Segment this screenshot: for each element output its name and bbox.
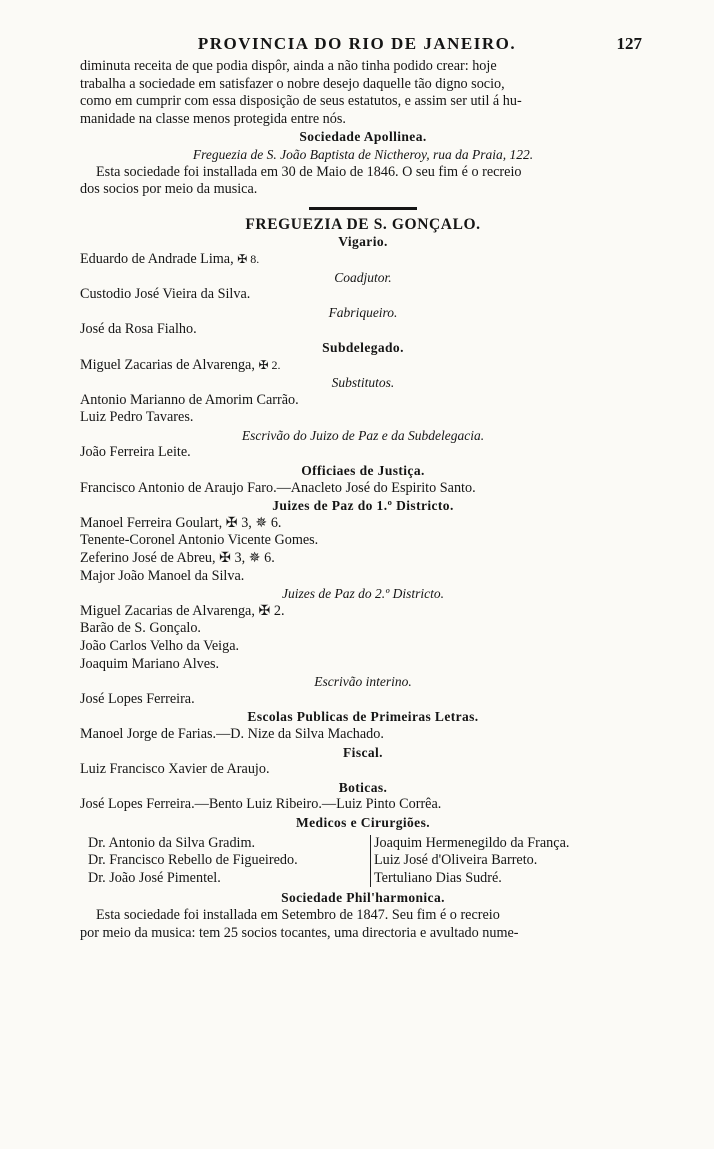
- order-cross-icon: ✠ 2.: [258, 357, 281, 372]
- list-item: Miguel Zacarias de Alvarenga, ✠ 2.: [80, 602, 285, 619]
- text-line: trabalha a sociedade em satisfazer o nobre desejo daquelle tão digno socio,: [80, 75, 505, 92]
- list-item: Major João Manoel da Silva.: [80, 567, 245, 584]
- text-line: por meio da musica: tem 25 socios tocantes, uma directoria e avultado nume-: [80, 924, 519, 941]
- text-line: dos socios por meio da musica.: [80, 181, 258, 198]
- boticas-line: José Lopes Ferreira.—Bento Luiz Ribeiro.—Luiz Pinto Corrêa.: [80, 796, 442, 813]
- list-item: Dr. Francisco Rebello de Figueiredo.: [88, 852, 298, 869]
- medicos-columns: [80, 835, 646, 888]
- text-line: como em cumprir com essa disposição de seus estatutos, e assim ser util á hu-: [80, 93, 522, 110]
- list-item: Luiz Pedro Tavares.: [80, 409, 194, 426]
- page-content: [80, 58, 646, 942]
- escrivao-name: João Ferreira Leite.: [80, 444, 191, 461]
- section-heading-apollinea: Sociedade Apollinea.: [299, 129, 427, 145]
- list-item: Tertuliano Dias Sudré.: [374, 869, 502, 886]
- escrivao-interino-name: José Lopes Ferreira.: [80, 690, 195, 707]
- text-line: manidade na classe menos protegida entre nós.: [80, 110, 346, 127]
- list-item: Dr. Antonio da Silva Gradim.: [88, 834, 256, 851]
- heading-subdelegado: Subdelegado.: [322, 339, 404, 355]
- apollinea-address: Freguezia de S. João Baptista de Nictheroy, rua da Praia, 122.: [192, 146, 534, 162]
- medicos-left-column: [88, 835, 370, 888]
- heading-substitutos: Substitutos.: [331, 375, 395, 391]
- list-item: Barão de S. Gonçalo.: [80, 620, 201, 637]
- heading-philharmonica: Sociedade Phil'harmonica.: [281, 890, 445, 906]
- heading-fabriqueiro: Fabriqueiro.: [328, 304, 398, 320]
- list-item: Luiz José d'Oliveira Barreto.: [374, 852, 538, 869]
- list-item: Joaquim Mariano Alves.: [80, 655, 220, 672]
- list-item: Joaquim Hermenegildo da França.: [374, 834, 570, 851]
- list-item: Dr. João José Pimentel.: [88, 869, 221, 886]
- heading-juizes-2: Juizes de Paz do 2.º Districto.: [281, 586, 445, 602]
- officiaes-line: Francisco Antonio de Araujo Faro.—Anacleto José do Espirito Santo.: [80, 479, 476, 496]
- intro-paragraph: [80, 58, 646, 128]
- freguezia-heading: FREGUEZIA DE S. GONÇALO.: [245, 215, 481, 233]
- list-item: Antonio Marianno de Amorim Carrão.: [80, 391, 299, 408]
- text-line: Esta sociedade foi installada em Setembro de 1847. Seu fim é o recreio: [96, 906, 500, 923]
- list-item: João Carlos Velho da Veiga.: [80, 638, 240, 654]
- subdelegado-name: Miguel Zacarias de Alvarenga,: [80, 356, 255, 373]
- text-line: Esta sociedade foi installada em 30 de Maio de 1846. O seu fim é o recreio: [96, 163, 522, 180]
- heading-escolas: Escolas Publicas de Primeiras Letras.: [247, 709, 479, 725]
- subdelegado-entry: [80, 357, 646, 375]
- heading-boticas: Boticas.: [338, 779, 388, 795]
- section-divider: [309, 207, 417, 210]
- escolas-line: Manoel Jorge de Farias.—D. Nize da Silva Machado.: [80, 725, 384, 742]
- vigario-entry: [80, 251, 646, 269]
- heading-escrivao-interino: Escrivão interino.: [314, 674, 412, 690]
- heading-officiaes: Officiaes de Justiça.: [301, 463, 425, 479]
- heading-medicos: Medicos e Cirurgiões.: [296, 814, 430, 830]
- fiscal-name: Luiz Francisco Xavier de Araujo.: [80, 761, 270, 778]
- list-item: Zeferino José de Abreu, ✠ 3, ✵ 6.: [80, 550, 275, 567]
- page-number: 127: [616, 34, 642, 53]
- running-title: PROVINCIA DO RIO DE JANEIRO.: [197, 34, 517, 53]
- list-item: Manoel Ferreira Goulart, ✠ 3, ✵ 6.: [80, 514, 282, 531]
- heading-vigario: Vigario.: [338, 234, 388, 250]
- heading-fiscal: Fiscal.: [343, 744, 383, 760]
- running-header: [0, 34, 714, 58]
- text-line: diminuta receita de que podia dispôr, ainda a não tinha podido crear: hoje: [80, 58, 497, 74]
- heading-juizes-1: Juizes de Paz do 1.º Districto.: [272, 498, 454, 514]
- vigario-name: Eduardo de Andrade Lima,: [80, 250, 234, 267]
- heading-coadjutor: Coadjutor.: [334, 269, 392, 285]
- heading-escrivao-paz: Escrivão do Juizo de Paz e da Subdelegacia.: [241, 427, 485, 443]
- coadjutor-name: Custodio José Vieira da Silva.: [80, 286, 251, 303]
- list-item: Tenente-Coronel Antonio Vicente Gomes.: [80, 532, 319, 549]
- medicos-right-column: [370, 835, 569, 888]
- order-cross-icon: ✠ 8.: [237, 251, 260, 266]
- fabriqueiro-name: José da Rosa Fialho.: [80, 321, 197, 338]
